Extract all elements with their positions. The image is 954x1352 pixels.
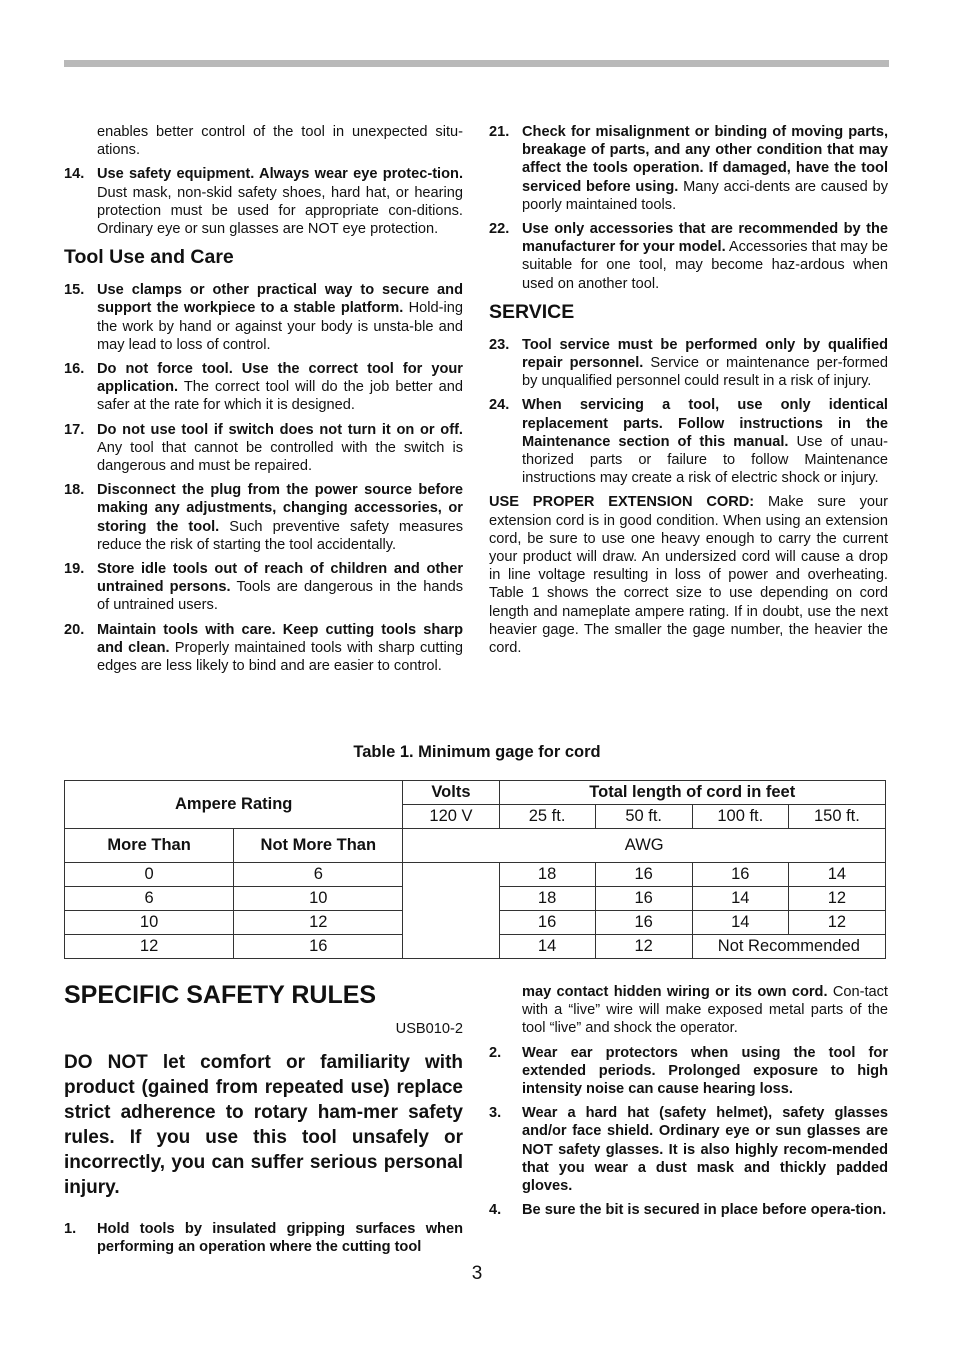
section-title-specific-safety: SPECIFIC SAFETY RULES [64,981,377,1009]
rule-item-23: 23. Tool service must be performed only by qualified repair personnel. Service or maintenance per-formed by unqualified personnel could result in a risk of injury. [489,336,888,390]
table-cell: 18 [499,887,595,911]
section-heading-tool-use: Tool Use and Care [64,246,234,269]
rule-item-15: 15. Use clamps or other practical way to secure and support the workpiece to a stable platform. Hold-ing the work by hand or against your body is unsta-ble and may lead to loss of control. [64,282,463,353]
warning-paragraph: DO NOT let comfort or familiarity with product (gained from repeated use) replace strict adherence to rotary ham-mer safety rules. If you use this tool unsafely or incorrectly, you can suffer serious personal injury. [64,1052,463,1198]
header-awg: AWG [403,829,886,863]
specific-item-3: 3. Wear a hard hat (safety helmet), safety glasses and/or face shield. Ordinary eye or sun glasses are NOT safety glasses. It is also highly recom-mended that you wear a dust mask and thickly padded gloves. [489,1105,888,1195]
rule-item-21: 21. Check for misalignment or binding of moving parts, breakage of parts, and any other condition that may affect the tools operation. If damaged, have the tool serviced before using. Many acci-dents are caused by poorly maintained tools. [489,124,888,213]
table-cell: 18 [499,863,595,887]
table-header-row [65,829,886,863]
cord-gage-table [64,780,886,959]
table-cell: 14 [499,935,595,959]
specific-item-1: 1. Hold tools by insulated gripping surfaces when performing an operation where the cutting tool [64,1221,463,1256]
rule-item-18: 18. Disconnect the plug from the power source before making any adjustments, changing accessories, or storing the tool. Such preventive safety measures reduce the risk of starting the tool accidentally. [64,482,463,553]
table-cell: 0 [65,863,234,887]
table-cell: 14 [788,863,885,887]
rule-item-16: 16. Do not force tool. Use the correct tool for your application. The correct tool will do the job better and safer at the rate for which it is designed. [64,361,463,414]
header-more-than: More Than [65,829,234,863]
table-cell: 10 [65,911,234,935]
table-row [65,863,886,887]
table-cell: 6 [234,863,403,887]
header-volts: Volts [403,781,499,805]
page-number: 3 [471,1263,483,1284]
continuation-text: enables better control of the tool in unexpected situ-ations. [97,124,463,159]
table-cell: 16 [234,935,403,959]
header-rule [64,60,889,67]
table-cell: 16 [499,911,595,935]
table-cell: 12 [234,911,403,935]
right-column [489,123,888,657]
table-cell: 12 [788,887,885,911]
not-recommended-cell: Not Recommended [692,935,885,959]
table-cell: 16 [595,863,692,887]
table-cell: 12 [788,911,885,935]
specific-item-4: 4. Be sure the bit is secured in place before opera-tion. [489,1202,887,1219]
specific-item-2: 2. Wear ear protectors when using the tool for extended periods. Prolonged exposure to high intensity noise can cause hearing loss. [489,1044,888,1098]
table-cell: 10 [234,887,403,911]
rule-item-20: 20. Maintain tools with care. Keep cutting tools sharp and clean. Properly maintained tools with sharp cutting edges are less likely to bind and are easier to control. [64,621,463,675]
table-title: Table 1. Minimum gage for cord [353,743,601,761]
extension-cord-paragraph: USE PROPER EXTENSION CORD: Make sure your extension cord is in good condition. When using an extension cord, be sure to use one heavy enough to carry the current your product will draw. An undersized cord will cause a drop in line voltage resulting in loss of power and overheating. Table 1 shows the correct size to use depending on cord length and nameplate ampere rating. If in doubt, use the next heavier gage. The smaller the gage number, the heavier the cord. [489,494,888,657]
table-cell: 14 [692,887,788,911]
section-heading-service: SERVICE [489,300,575,323]
table-cell: 6 [65,887,234,911]
header-total-length: Total length of cord in feet [499,781,885,805]
rule-item-22: 22. Use only accessories that are recommended by the manufacturer for your model. Accessories that may be suitable for one tool, may become haz-ardous when used on another tool. [489,221,888,292]
specific-item-1-continued: may contact hidden wiring or its own cord. Con-tact with a “live” wire will make exposed metal parts of the tool “live” and shock the operator. [522,984,888,1037]
table-cell: 16 [595,911,692,935]
table-cell: 16 [595,887,692,911]
specific-rules-left [64,980,463,1262]
header-length: 25 ft. [499,805,595,829]
left-column [64,123,463,681]
header-length: 100 ft. [692,805,788,829]
rule-item-17: 17. Do not use tool if switch does not turn it on or off. Any tool that cannot be controlled with the switch is dangerous and must be repaired. [64,421,463,475]
header-length: 50 ft. [595,805,692,829]
table-cell: 12 [65,935,234,959]
header-ampere-rating: Ampere Rating [65,781,403,829]
table-cell: 16 [692,863,788,887]
rule-item-24: 24. When servicing a tool, use only identical replacement parts. Follow instructions in the Maintenance section of this manual. Use of unau-thorized parts or failure to follow Maintenance instructions may create a risk of electric shock or injury. [489,397,888,487]
document-code: USB010-2 [395,1021,463,1037]
header-voltage: 120 V [403,805,499,829]
rule-item-14: 14. Use safety equipment. Always wear eye protec-tion. Dust mask, non-skid safety shoes, hard hat, or hearing protection must be used for appropriate con-ditions. Ordinary eye or sun glasses are NOT eye protection. [64,166,463,238]
table-cell: 14 [692,911,788,935]
table-cell-empty [403,863,499,959]
table-cell: 12 [595,935,692,959]
header-length: 150 ft. [788,805,885,829]
rule-item-19: 19. Store idle tools out of reach of children and other untrained persons. Tools are dangerous in the hands of untrained users. [64,561,463,614]
table-header-row [65,781,886,805]
specific-rules-right [489,983,888,1225]
header-not-more-than: Not More Than [234,829,403,863]
